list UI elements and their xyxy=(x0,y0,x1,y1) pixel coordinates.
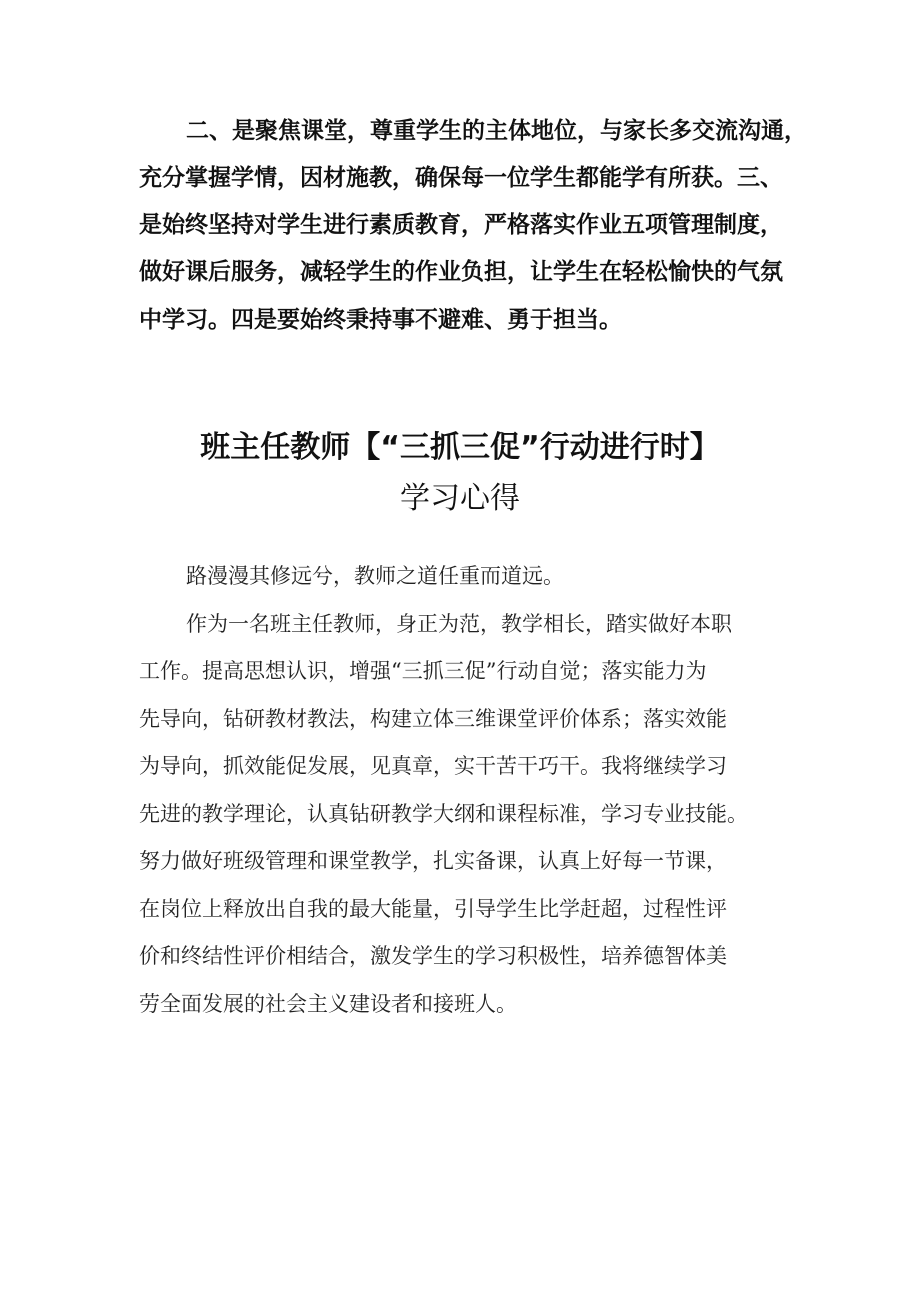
body-line: 作为一名班主任教师，身正为范，教学相长，踏实做好本职 xyxy=(186,612,732,636)
paragraph-line: 做好课后服务，减轻学生的作业负担，让学生在轻松愉快的气氛 xyxy=(139,259,783,285)
body-line: 先进的教学理论，认真钻研教学大纲和课程标准，学习专业技能。 xyxy=(139,802,748,826)
body-line: 价和终结性评价相结合，激发学生的学习积极性，培养德智体美 xyxy=(139,944,727,968)
paragraph-line: 是始终坚持对学生进行素质教育，严格落实作业五项管理制度， xyxy=(139,212,783,238)
paragraph-line: 二、是聚焦课堂，尊重学生的主体地位，与家长多交流沟通， xyxy=(186,118,807,144)
article-subtitle: 学习心得 xyxy=(400,481,520,516)
paragraph-line: 充分掌握学情，因材施教，确保每一位学生都能学有所获。三、 xyxy=(139,165,783,191)
body-line: 工作。提高思想认识，增强“三抓三促”行动自觉；落实能力为 xyxy=(139,659,707,683)
article-title: 班主任教师【“三抓三促”行动进行时】 xyxy=(200,430,720,465)
body-line: 在岗位上释放出自我的最大能量，引导学生比学赶超，过程性评 xyxy=(139,897,727,921)
body-line: 路漫漫其修远兮，教师之道任重而道远。 xyxy=(186,564,564,588)
body-line: 为导向，抓效能促发展，见真章，实干苦干巧干。我将继续学习 xyxy=(139,754,727,778)
body-line: 劳全面发展的社会主义建设者和接班人。 xyxy=(139,992,517,1016)
body-line: 努力做好班级管理和课堂教学，扎实备课，认真上好每一节课， xyxy=(139,849,727,873)
paragraph-line: 中学习。四是要始终秉持事不避难、勇于担当。 xyxy=(139,307,622,333)
body-line: 先导向，钻研教材教法，构建立体三维课堂评价体系；落实效能 xyxy=(139,707,727,731)
